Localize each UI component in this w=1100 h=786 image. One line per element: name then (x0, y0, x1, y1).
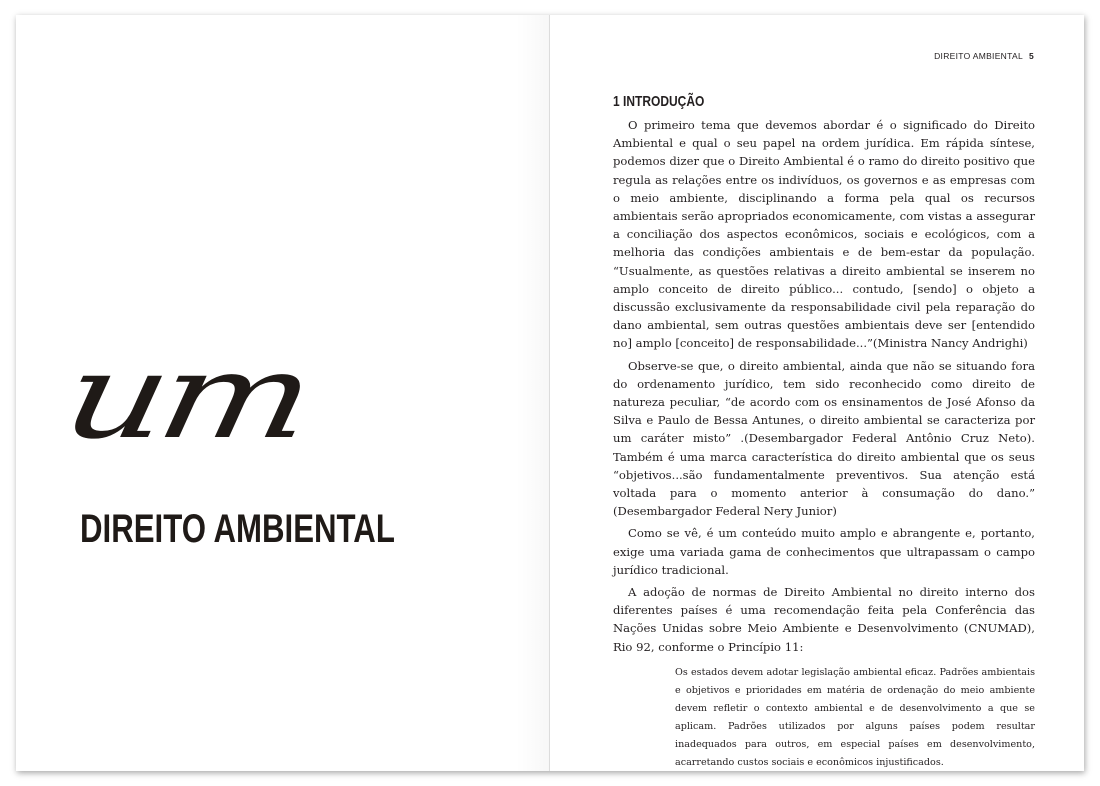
right-page (550, 15, 1084, 771)
page-content (613, 93, 1035, 771)
gutter-shadow (516, 15, 549, 771)
book-spread (16, 15, 1084, 771)
body-paragraph: A adoção de normas de Direito Ambiental no direito interno dos diferentes países é uma recomendação feita pela Conferência das Nações Unidas sobre Meio Ambiente e Desenvolvimento (CNUMAD), Rio 92, conforme o Princípio 11: (613, 585, 1035, 654)
running-head (934, 51, 1034, 61)
chapter-title: DIREITO AMBIENTAL (80, 507, 395, 551)
left-page (16, 15, 549, 771)
body-paragraph: Observe-se que, o direito ambiental, ainda que não se situando fora do ordenamento jurídico, tem sido reconhecido como direito de natureza peculiar, “de acordo com os ensinamentos de José Afonso da Silva e Paulo de Bessa Antunes, o direito ambiental se caracteriza por um caráter misto” .(Desembargador Federal Antônio Cruz Neto). Também é uma marca característica do direito ambiental que os seus “objetivos...são fundamentalmente preventivos. Sua atenção está voltada para o momento anterior à consumação do dano.” (Desembargador Federal Nery Junior) (613, 358, 1035, 519)
body-paragraph: Como se vê, é um conteúdo muito amplo e abrangente e, portanto, exige uma variada gama de conhecimentos que ultrapassam o campo jurídico tradicional. (613, 526, 1035, 577)
chapter-number: um (53, 327, 318, 465)
block-quote: Os estados devem adotar legislação ambiental eficaz. Padrões ambientais e objetivos e prioridades em matéria de ordenação do meio ambiente devem refletir o contexto ambiental e de desenvolvimento a que se aplicam. Padrões utilizados por alguns países podem resultar inadequados para outros, em especial países em desenvolvimento, acarretando custos sociais e econômicos injustificados. (675, 666, 1035, 768)
body-paragraph: O primeiro tema que devemos abordar é o significado do Direito Ambiental e qual o seu papel na ordem jurídica. Em rápida síntese, podemos dizer que o Direito Ambiental é o ramo do direito positivo que regula as relações entre os indivíduos, os governos e as empresas com o meio ambiente, disciplinando a forma pela qual os recursos ambientais serão apropriados economicamente, com vistas a assegurar a conciliação dos aspectos econômicos, sociais e ecológicos, com a melhoria das condições ambientais e de bem-estar da população. “Usualmente, as questões relativas a direito ambiental se inserem no amplo conceito de direito público... contudo, [sendo] o objeto a discussão exclusivamente da responsabilidade civil pela reparação do dano ambiental, sem outras questões ambientais deve ser [entendido no] amplo [conceito] de responsabilidade...”(Ministra Nancy Andrighi) (613, 118, 1035, 351)
running-head-title: DIREITO AMBIENTAL (934, 51, 1023, 61)
page-number: 5 (1028, 51, 1034, 61)
section-heading: 1 INTRODUÇÃO (613, 93, 705, 110)
